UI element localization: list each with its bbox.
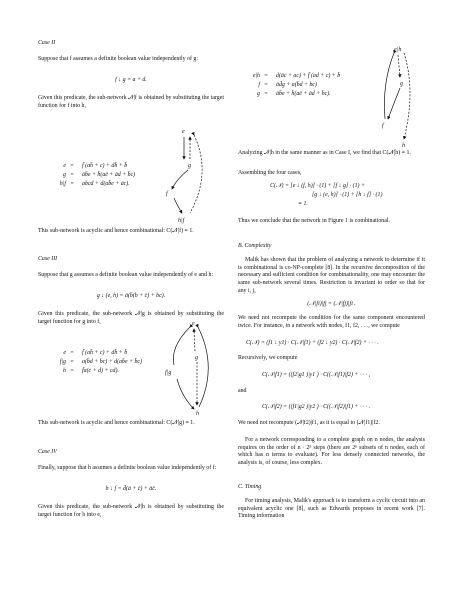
- case-iii-predicate: g ↓ (e, h) = ā(b̄(b + c̄) + bc).: [96, 293, 166, 299]
- case-iv-network-diagram: [380, 43, 430, 147]
- edge-e-to-g: [398, 55, 400, 77]
- case-iii-paragraph-3: This sub-network is acyclic and hence combinational: C(𝒩|g) ≡ 1.: [38, 420, 195, 426]
- case-iii-heading: Case III: [38, 256, 58, 262]
- eq-rhs: f̄ (ah̄ + c) + dh̄ + b̄: [82, 350, 128, 356]
- paragraph-recursively: Recursively, we compute: [238, 355, 298, 361]
- eq-lhs: g: [257, 91, 260, 97]
- case-iii-paragraph-1: Suppose that g assumes a definite boolean value independently of e and h:: [38, 272, 214, 278]
- paragraph-no-recompute: We need not recompute (𝒩|f2)|f1, as it is equal to (𝒩|f1)|f2.: [238, 420, 380, 426]
- case-iii-network-diagram: [165, 317, 224, 417]
- paragraph-complexity: Malik has shown that the problem of analyzing a network to determine if it is combinational is co-NP-complete [8]. In the recursive decomposition of the necessary and sufficient condition for combinationality, one may encounter the same sub-network several times. Restriction is invariant to order so that for any i, j,: [238, 257, 425, 294]
- node-g-label: g: [188, 163, 191, 169]
- paragraph-recompute: We need not recompute the condition for the same component encountered twice. For instance, in a network with nodes, f1, f2, . . ., we compute: [238, 315, 425, 329]
- case-ii-predicate: f ↓ g = a + d.: [115, 77, 147, 83]
- eq-lhs: e: [63, 163, 66, 169]
- eq-rhs: abcd + d(ab̄e + āc).: [82, 181, 130, 187]
- eq-sign: =: [264, 91, 268, 97]
- case-ii-heading: Case II: [38, 40, 56, 46]
- eq-lhs: h: [63, 368, 66, 374]
- combination-line-1: C(𝒩) = [e ↓ (f, h)] · (1) + [f ↓ g] · (1) +: [270, 183, 365, 189]
- node-f-label: f: [166, 191, 168, 197]
- paragraph-conclusion: Thus we conclude that the network in Figure 1 is combinational.: [238, 218, 390, 224]
- condition-equation-2: C(𝒩|f1) = ((f2|g1 )|y1 ) · C((𝒩|f1)|f2) + · · · ,: [262, 372, 371, 378]
- edge-h-to-e: [190, 135, 202, 213]
- eq-sign: =: [70, 350, 74, 356]
- eq-sign: =: [70, 172, 74, 178]
- eq-lhs: e: [63, 350, 66, 356]
- node-h-label: h: [196, 411, 199, 417]
- eq-rhs: ād̄g + a(b̄d + bc): [276, 82, 317, 88]
- section-c-heading: C. Timing: [238, 484, 262, 490]
- section-b-heading: B. Complexity: [238, 243, 272, 249]
- node-g-label: g: [400, 81, 403, 87]
- node-e-label: e: [182, 129, 185, 135]
- eq-rhs: d(āc + ac) + f̄ (ad + c) + b̄: [276, 73, 341, 79]
- node-e-label: e: [192, 321, 195, 327]
- edge-g-to-f: [388, 88, 400, 119]
- eq-lhs: f|g: [59, 359, 66, 365]
- case-iii-paragraph-2: Given this predicate, the sub-network 𝒩|g is obtained by substituting the target function for g into f,: [38, 311, 224, 325]
- combination-line-3: ≡ 1.: [298, 201, 308, 207]
- eq-sign: =: [70, 368, 74, 374]
- restriction-equation: (𝒩|fi)|fj = (𝒩|fj)|fi .: [307, 301, 356, 307]
- node-e-label: e|h: [394, 47, 402, 53]
- eq-rhs: f̄ (ah̄ + c) + dh̄ + b̄: [82, 163, 128, 169]
- eq-rhs: f̄a(c + d) + cd).: [82, 368, 119, 374]
- eq-sign: =: [70, 359, 74, 365]
- eq-rhs: āb̄e + h̄(aē + ād + b̄c).: [276, 91, 331, 97]
- edge-f-to-e: [384, 53, 394, 119]
- node-h-label: h|f: [178, 218, 185, 224]
- node-g-label: g: [195, 355, 198, 361]
- edge-g-to-f: [172, 170, 188, 189]
- paragraph-complete-graph: For a network corresponding to a complete graph on n nodes, the analysis requires on the order of n · 2ⁿ steps (there are 2ⁿ subsets of n nodes, each of which has n terms to evaluate). For less densely connected networks, the analysis is, of course, less complex.: [238, 437, 425, 467]
- case-iv-predicate: h ↓ f = d̄(ā + c̄) + āc̄.: [105, 486, 157, 492]
- eq-rhs: a(b̄d + bc) + d(ab̄e + b̄c): [82, 359, 143, 365]
- case-ii-paragraph-2: Given this predicate, the sub-network 𝒩|f is obtained by substituting the target function for f into h,: [38, 95, 224, 109]
- eq-sign: =: [264, 73, 268, 79]
- paragraph-analyzing: Analyzing 𝒩|h in the same manner as in Case I, we find that C(𝒩|h) ≡ 1.: [238, 150, 411, 156]
- paragraph-timing: For timing analysis, Malik's approach is to transform a cyclic circuit into an equivalent acyclic one [8], such as Edwards proposes in recent work [7]. Timing information: [238, 498, 425, 520]
- case-ii-network-diagram: [168, 125, 224, 223]
- node-f-label: f: [382, 123, 384, 129]
- eq-lhs: f: [258, 82, 260, 88]
- eq-rhs: āb̄e + h̄(aē + ād + b̄c): [82, 172, 136, 178]
- paragraph-assembling: Assembling the four cases,: [238, 170, 302, 176]
- edge-h-to-e: [198, 327, 208, 407]
- condition-equation-1: C(𝒩) = (f1 ↓ y1) · C(𝒩|f1) + (f2 ↓ y2) · C(𝒩|f2) + · · · .: [246, 340, 379, 346]
- edge-f-to-e: [173, 327, 190, 365]
- eq-lhs: h|f: [59, 181, 66, 187]
- case-iv-paragraph-1: Finally, suppose that h assumes a definite boolean value independently of f:: [38, 465, 217, 471]
- case-iv-heading: Case IV: [38, 449, 57, 455]
- eq-lhs: g: [63, 172, 66, 178]
- edge-g-to-e: [194, 329, 195, 351]
- eq-lhs: e|h: [252, 73, 260, 79]
- edge-e-to-h: [404, 53, 410, 139]
- paragraph-and: and: [238, 388, 247, 394]
- case-iv-paragraph-2: Given this predicate, the sub-network 𝒩|h is obtained by substituting the target function for h into e,: [38, 504, 224, 518]
- condition-equation-3: C(𝒩|f2) = ((f1|g2 )|y2 ) · C((𝒩|f2)|f1) + · · · .: [262, 404, 371, 410]
- case-ii-paragraph-1: Suppose that f assumes a definite boolean value independently of g:: [38, 56, 198, 62]
- case-ii-paragraph-3: This sub-network is acyclic and hence combinational: C(𝒩|f) ≡ 1.: [38, 228, 194, 234]
- eq-sign: =: [70, 163, 74, 169]
- edge-f-to-h: [177, 379, 194, 409]
- node-h-label: h: [402, 143, 405, 149]
- node-f-label: f|g: [165, 370, 172, 376]
- eq-sign: =: [264, 82, 268, 88]
- edge-f-to-h: [174, 198, 182, 213]
- combination-line-2: [g ↓ (e, h)] · (1) + [h ↓ f] · (1): [312, 192, 383, 198]
- eq-sign: =: [70, 181, 74, 187]
